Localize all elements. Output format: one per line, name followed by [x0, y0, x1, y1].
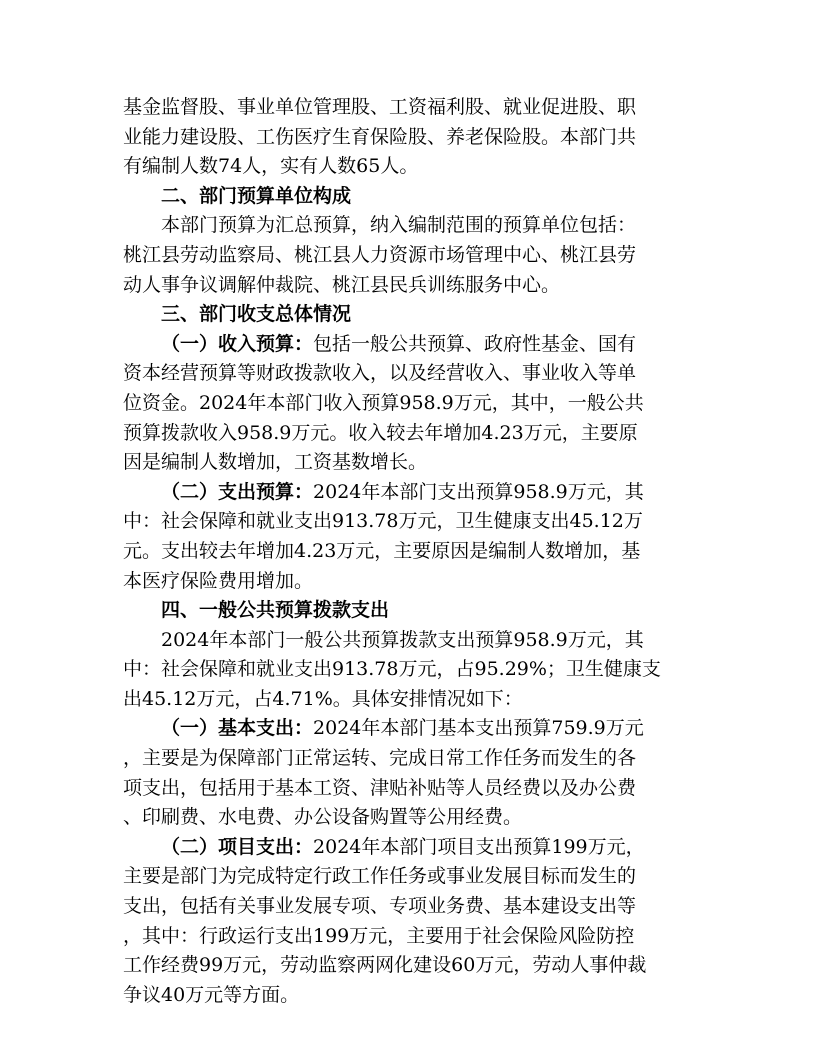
section-heading-budget-units: 二、部门预算单位构成: [161, 184, 352, 207]
paragraph-line: 动人事争议调解仲裁院、桃江县民兵训练服务中心。: [123, 273, 561, 296]
paragraph-line: 资本经营预算等财政拨款收入，以及经营收入、事业收入等单: [123, 362, 637, 385]
intro-line: 业能力建设股、工伤医疗生育保险股、养老保险股。本部门共: [123, 125, 637, 148]
expense-budget-label: （二）支出预算：: [161, 480, 314, 503]
paragraph-line: 2024年本部门一般公共预算拨款支出预算958.9万元，其: [161, 628, 644, 651]
paragraph-line: ，主要是为保障部门正常运转、完成日常工作任务而发生的各: [123, 747, 637, 770]
intro-line: 基金监督股、事业单位管理股、工资福利股、就业促进股、职: [123, 96, 637, 118]
project-expense-first-line: [123, 833, 693, 863]
paragraph-line: 支出，包括有关事业发展专项、专项业务费、基本建设支出等: [123, 895, 637, 918]
section-heading-general-public-budget: 四、一般公共预算拨款支出: [161, 599, 390, 622]
paragraph-line: 中：社会保障和就业支出913.78万元，占95.29%；卫生健康支: [123, 658, 661, 681]
paragraph-line: 桃江县劳动监察局、桃江县人力资源市场管理中心、桃江县劳: [123, 243, 637, 266]
basic-expense-label: （一）基本支出：: [161, 717, 314, 740]
section-income-expense-overview: [123, 300, 693, 596]
paragraph-line: 元。支出较去年增加4.23万元，主要原因是编制人数增加，基: [123, 539, 641, 562]
section-general-public-budget: [123, 596, 693, 1010]
project-expense-label: （二）项目支出：: [161, 835, 314, 858]
paragraph-line: 预算拨款收入958.9万元。收入较去年增加4.23万元，主要原: [123, 421, 638, 444]
document-page: [123, 93, 693, 1010]
expense-budget-text: 2024年本部门支出预算958.9万元，其: [313, 480, 644, 503]
project-expense-text: 2024年本部门项目支出预算199万元，: [313, 835, 645, 858]
income-budget-first-line: [123, 330, 693, 360]
paragraph-line: 工作经费99万元，劳动监察两网化建设60万元，劳动人事仲裁: [123, 954, 647, 977]
paragraph-line: 项支出，包括用于基本工资、津贴补贴等人员经费以及办公费: [123, 776, 637, 799]
section-budget-units: [123, 182, 693, 300]
paragraph-line: 争议40万元等方面。: [123, 983, 300, 1006]
paragraph-line: 出45.12万元，占4.71%。具体安排情况如下：: [123, 687, 523, 710]
paragraph-line: 因是编制人数增加，工资基数增长。: [123, 451, 428, 474]
basic-expense-first-line: [123, 714, 693, 744]
paragraph-line: 、印刷费、水电费、办公设备购置等公用经费。: [123, 806, 523, 829]
intro-line: 有编制人数74人，实有人数65人。: [123, 155, 419, 178]
basic-expense-text: 2024年本部门基本支出预算759.9万元: [313, 717, 644, 740]
intro-paragraph: [123, 93, 693, 182]
expense-budget-first-line: [123, 478, 693, 508]
paragraph-line: 位资金。2024年本部门收入预算958.9万元，其中，一般公共: [123, 391, 644, 414]
paragraph-line: 本部门预算为汇总预算，纳入编制范围的预算单位包括：: [161, 214, 637, 237]
income-budget-label: （一）收入预算：: [161, 332, 314, 355]
section-heading-income-expense: 三、部门收支总体情况: [161, 303, 352, 326]
paragraph-line: 本医疗保险费用增加。: [123, 569, 314, 592]
paragraph-line: ，其中：行政运行支出199万元，主要用于社会保险风险防控: [123, 924, 635, 947]
income-budget-text: 包括一般公共预算、政府性基金、国有: [313, 332, 637, 355]
paragraph-line: 主要是部门为完成特定行政工作任务或事业发展目标而发生的: [123, 865, 637, 888]
paragraph-line: 中：社会保障和就业支出913.78万元，卫生健康支出45.12万: [123, 510, 643, 533]
